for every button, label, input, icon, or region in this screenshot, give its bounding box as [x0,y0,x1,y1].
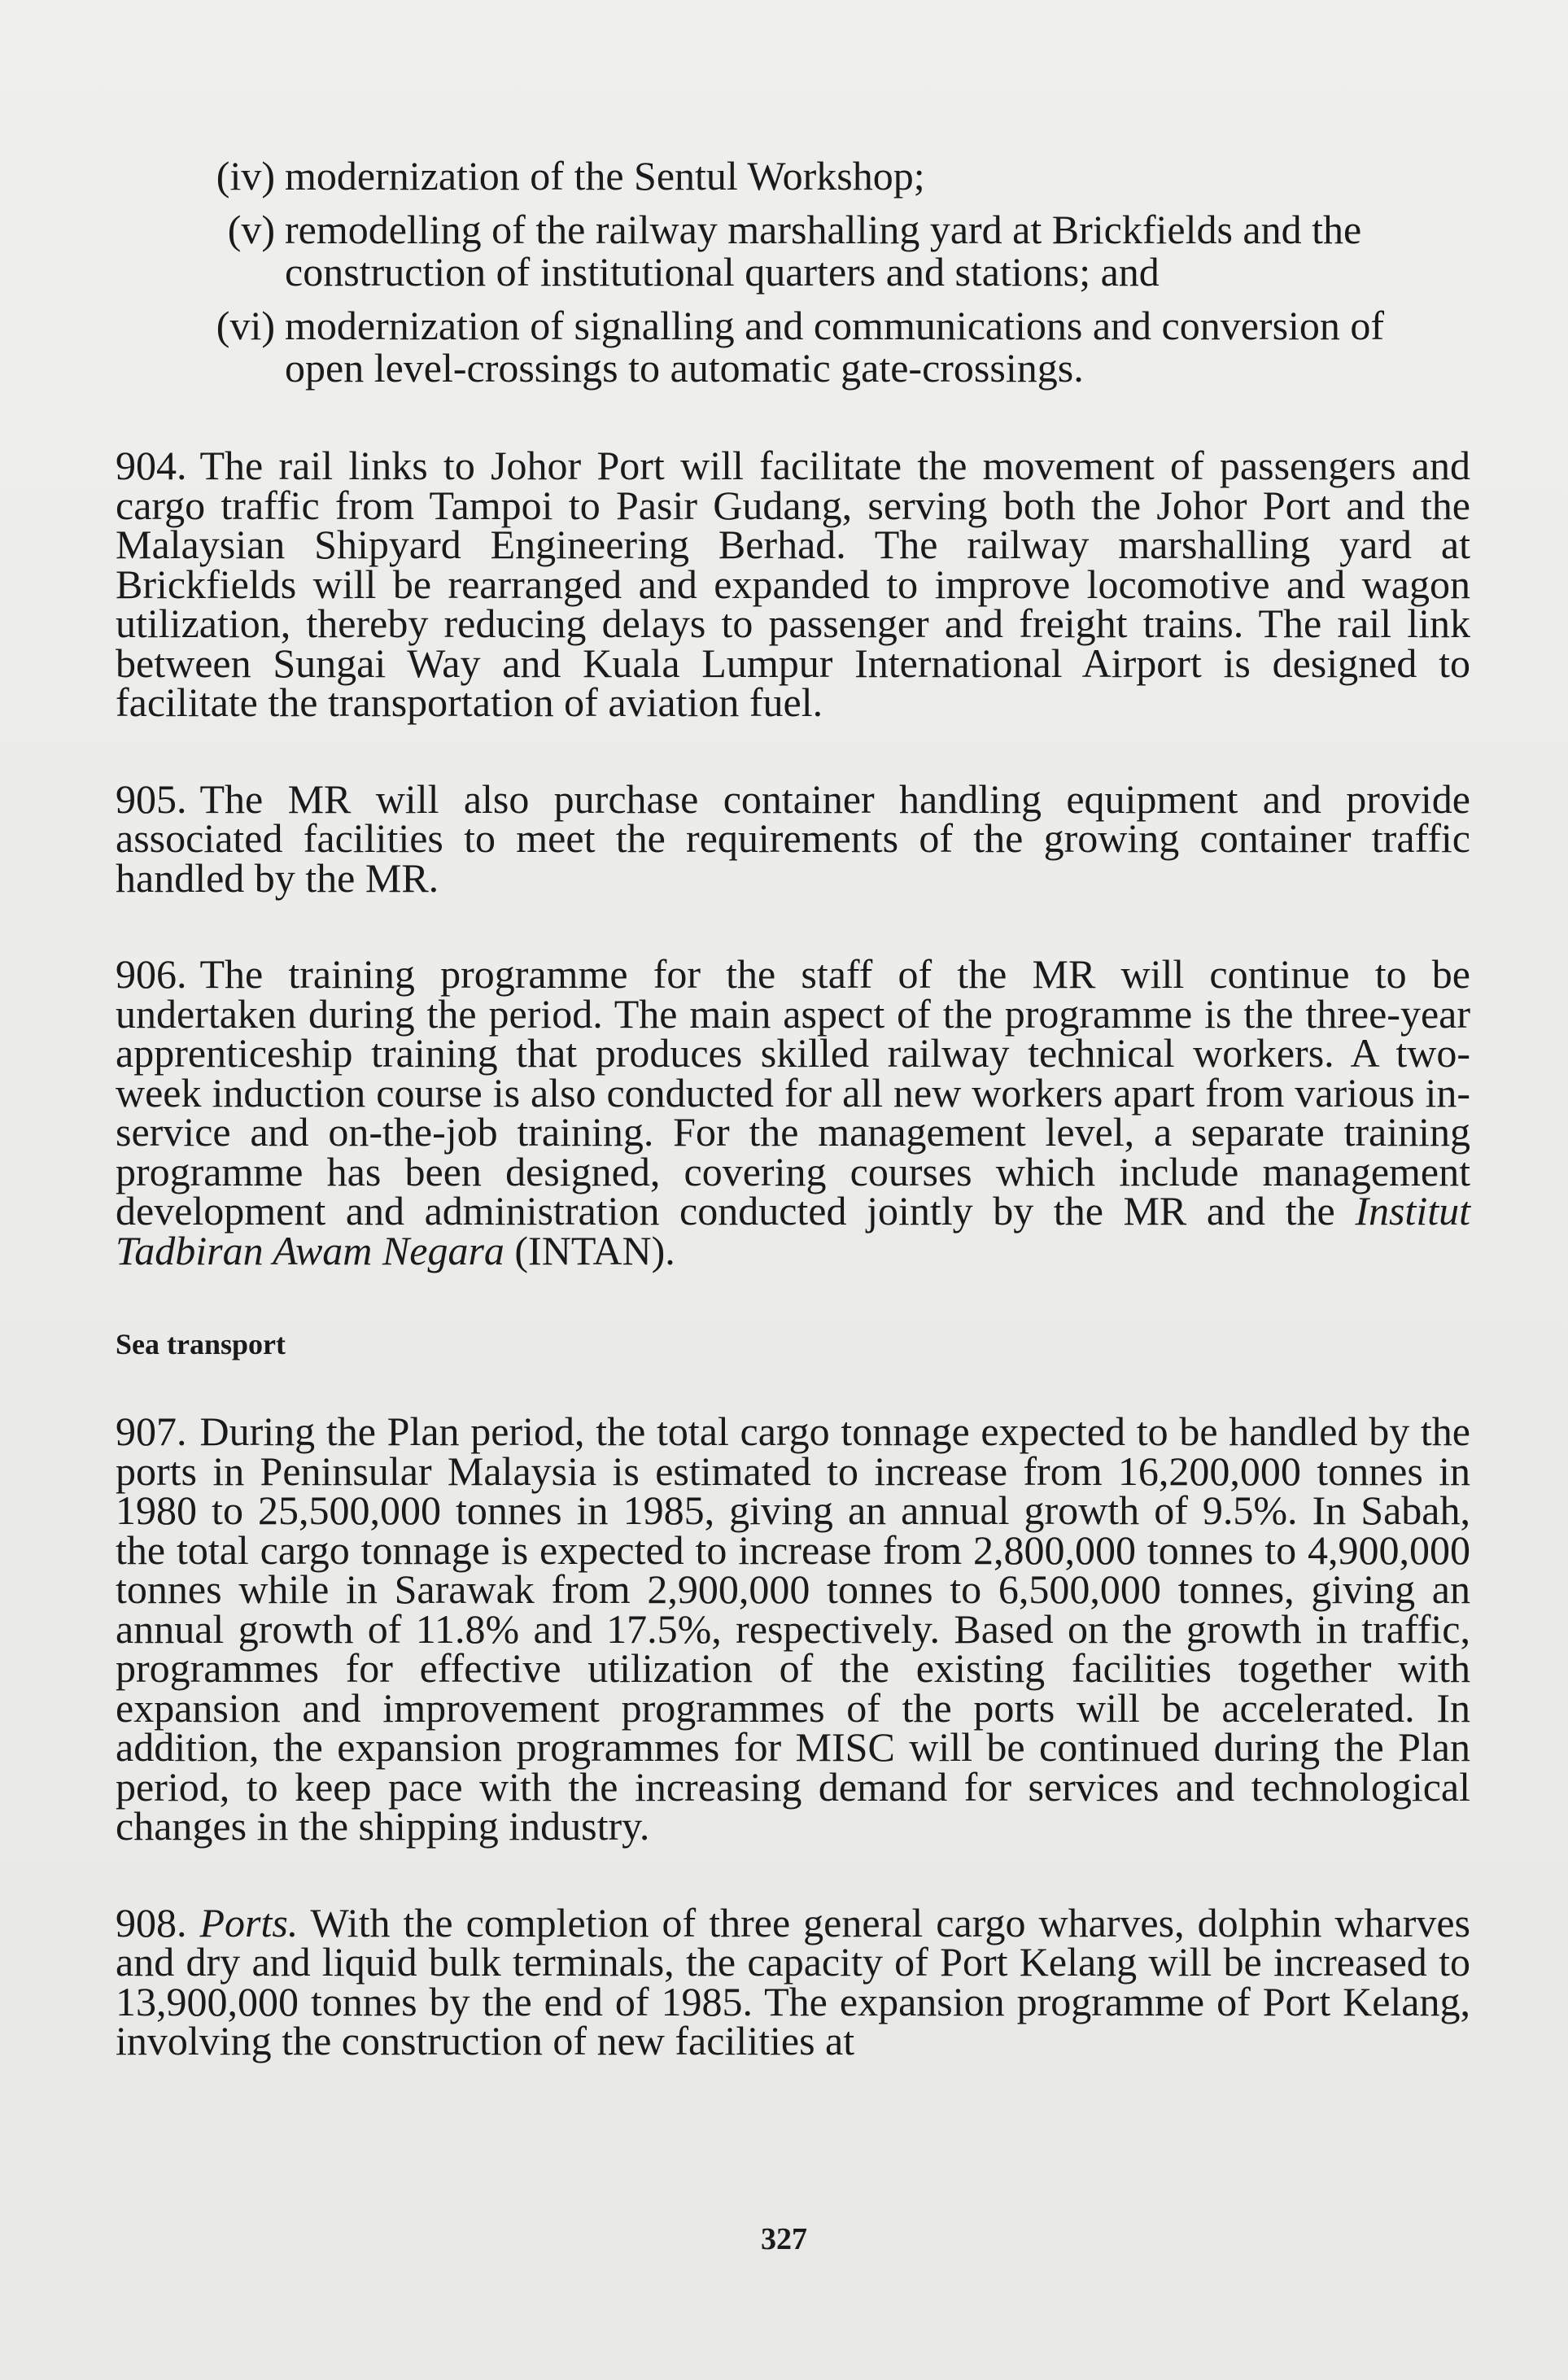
paragraph-text-end: (INTAN). [514,1227,675,1273]
list-item-text: modernization of the Sentul Workshop; [285,153,925,199]
paragraph-subheading: Ports. [199,1899,299,1945]
list-item-text: modernization of signalling and communications and conversion of open level-crossings to automatic gate-crossings. [285,303,1385,391]
paragraph-number: 908. [116,1899,187,1945]
paragraph-908 [116,1899,1470,2063]
paragraph-text: The training programme for the staff of the MR will continue to be undertaken during the period. The main aspect of the programme is the three-year apprenticeship training that produces skilled railway technical workers. A two-week induction course is also conducted for all new workers apart from various in-service and on-the-job training. For the management level, a separate training programme has been designed, covering courses which include management development and administration conducted jointly by the MR and the [116,951,1470,1234]
paragraph-text: During the Plan period, the total cargo tonnage expected to be handled by the ports in Peninsular Malaysia is estimated to increase from 16,200,000 tonnes in 1980 to 25,500,000 tonnes in 1985, giving an annual growth of 9.5%. In Sabah, the total cargo tonnage is expected to increase from 2,800,000 tonnes to 4,900,000 tonnes while in Sarawak from 2,900,000 tonnes to 6,500,000 tonnes, giving an annual growth of 11.8% and 17.5%, respectively. Based on the growth in traffic, programmes for effective utilization of the existing facilities together with expansion and improvement programmes of the ports will be accelerated. In addition, the expansion programmes for MISC will be continued during the Plan period, to keep pace with the increasing demand for services and technological changes in the shipping industry. [116,1408,1470,1849]
paragraph-text: The rail links to Johor Port will facilitate the movement of passengers and cargo traffic from Tampoi to Pasir Gudang, serving both the Johor Port and the Malaysian Shipyard Engineering Berhad. The railway marshalling yard at Brickfields will be rearranged and expanded to improve locomotive and wagon utilization, thereby reducing delays to passenger and freight trains. The rail link between Sungai Way and Kuala Lumpur International Airport is designed to facilitate the transportation of aviation fuel. [116,443,1470,725]
paragraph-number: 904. [116,443,187,488]
paragraph-number: 906. [116,951,187,997]
paragraph-number: 905. [116,775,187,822]
paragraph-text: The MR will also purchase container handling equipment and provide associated facilities to meet the requirements of the growing container traffic handled by the MR. [116,775,1470,901]
institution-name: Institut Tadbiran Awam Negara [116,1188,1471,1273]
paragraph-906 [116,951,1471,1273]
list-item-number: (vi) [216,303,275,348]
item-list [116,155,1470,389]
paragraph-text: With the completion of three general cargo wharves, dolphin wharves and dry and liquid bulk terminals, the capacity of Port Kelang will be increased to 13,900,000 tonnes by the end of 1985. The expansion programme of Port Kelang, involving the construction of new facilities at [116,1899,1470,2063]
list-item-number: (iv) [216,153,275,199]
section-heading: Sea transport [116,1328,286,1360]
page-number: 327 [761,2222,807,2256]
paragraph-907 [116,1408,1470,1849]
paragraph-904 [116,443,1470,725]
list-item [116,155,1470,197]
paragraph-905 [116,775,1470,901]
paragraph-number: 907. [116,1408,187,1454]
list-item-number: (v) [227,207,275,252]
list-item-text: remodelling of the railway marshalling yard at Brickfields and the construction of institutional quarters and stations; and [285,207,1362,295]
list-item [116,208,1470,293]
list-item [116,304,1470,389]
